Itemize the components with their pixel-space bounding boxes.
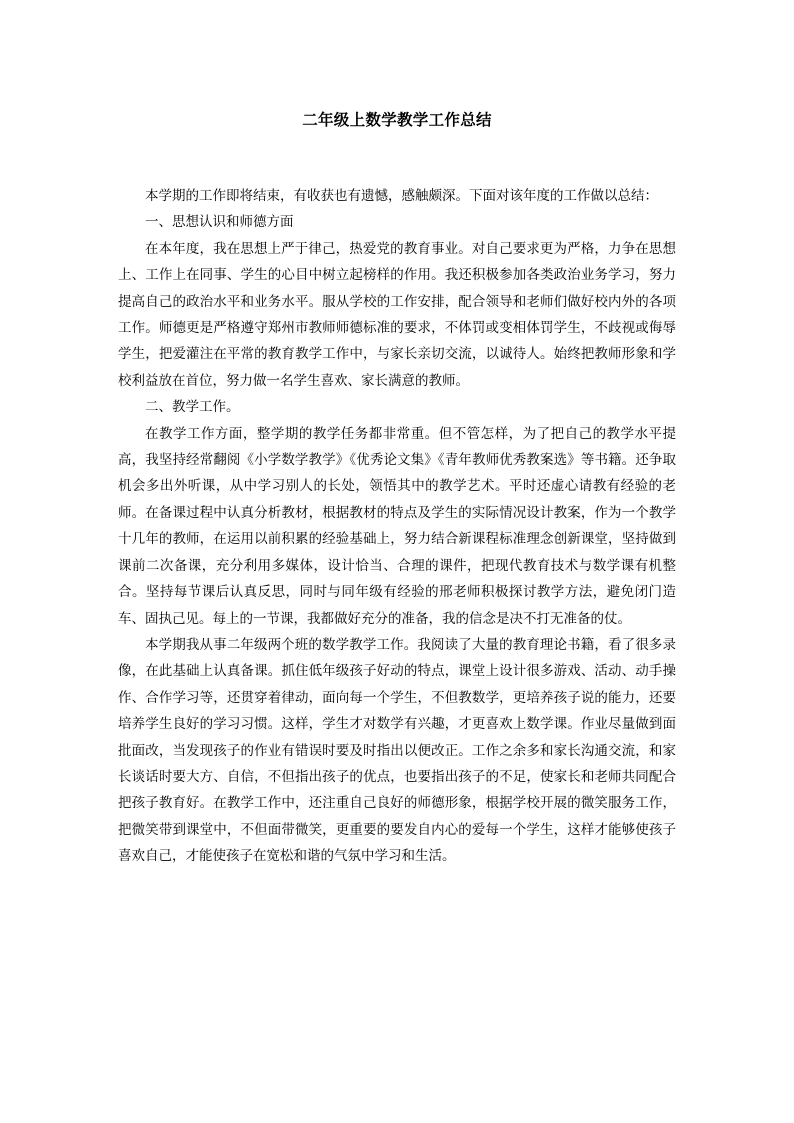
- section-heading-ethics: 一、思想认识和师德方面: [145, 214, 294, 231]
- section-heading-teaching: 二、教学工作。: [145, 399, 240, 416]
- page-title: 二年级上数学教学工作总结: [302, 111, 492, 129]
- grade-two-paragraph: 本学期我从事二年级两个班的数学教学工作。我阅读了大量的教育理论书籍，看了很多录像，在此基础上认真备课。抓住低年级孩子好动的特点，课堂上设计很多游戏、活动、动手操作、合作学习等，还贯穿着律动，面向每一个学生，不但教数学，更培养孩子说的能力，还要培养学生良好的学习习惯。这样，学生才对数学有兴趣，才更喜欢上数学课。作业尽量做到面批面改，当发现孩子的作业有错误时要及时指出以便改正。工作之余多和家长沟通交流，和家长谈话时要大方、自信，不但指出孩子的优点，也要指出孩子的不足，使家长和老师共同配合把孩子教育好。在教学工作中，还注重自己良好的师德形象，根据学校开展的微笑服务工作，把微笑带到课堂中，不但面带微笑，更重要的要发自内心的爱每一个学生，这样才能够使孩子喜欢自己，才能使孩子在宽松和谐的气氛中学习和生活。: [118, 636, 676, 865]
- intro-paragraph: 本学期的工作即将结束，有收获也有遗憾，感触颇深。下面对该年度的工作做以总结：: [145, 188, 658, 204]
- ethics-paragraph: 在本年度，我在思想上严于律己，热爱党的教育事业。对自己要求更为严格，力争在思想上、工作上在同事、学生的心目中树立起榜样的作用。我还积极参加各类政治业务学习，努力提高自己的政治水平和业务水平。服从学校的工作安排，配合领导和老师们做好校内外的各项工作。师德更是严格遵守郑州市教师师德标准的要求，不体罚或变相体罚学生，不歧视或侮辱学生，把爱灌注在平常的教育教学工作中，与家长亲切交流，以诚待人。始终把教师形象和学校利益放在首位，努力做一名学生喜欢、家长满意的教师。: [118, 240, 676, 389]
- document-body: [118, 183, 676, 870]
- teaching-paragraph: 在教学工作方面，整学期的教学任务都非常重。但不管怎样，为了把自己的教学水平提高，我坚持经常翻阅《小学数学教学》《优秀论文集》《青年教师优秀教案选》等书籍。还争取机会多出外听课，从中学习别人的长处，领悟其中的教学艺术。平时还虚心请教有经验的老师。在备课过程中认真分析教材，根据教材的特点及学生的实际情况设计教案，作为一个教学十几年的教师，在运用以前积累的经验基础上，努力结合新课程标准理念创新课堂，坚持做到课前二次备课，充分利用多媒体，设计恰当、合理的课件，把现代教育技术与数学课有机整合。坚持每节课后认真反思，同时与同年级有经验的邢老师积极探讨教学方法，避免闭门造车、固执己见。每上的一节课，我都做好充分的准备，我的信念是决不打无准备的仗。: [118, 425, 676, 627]
